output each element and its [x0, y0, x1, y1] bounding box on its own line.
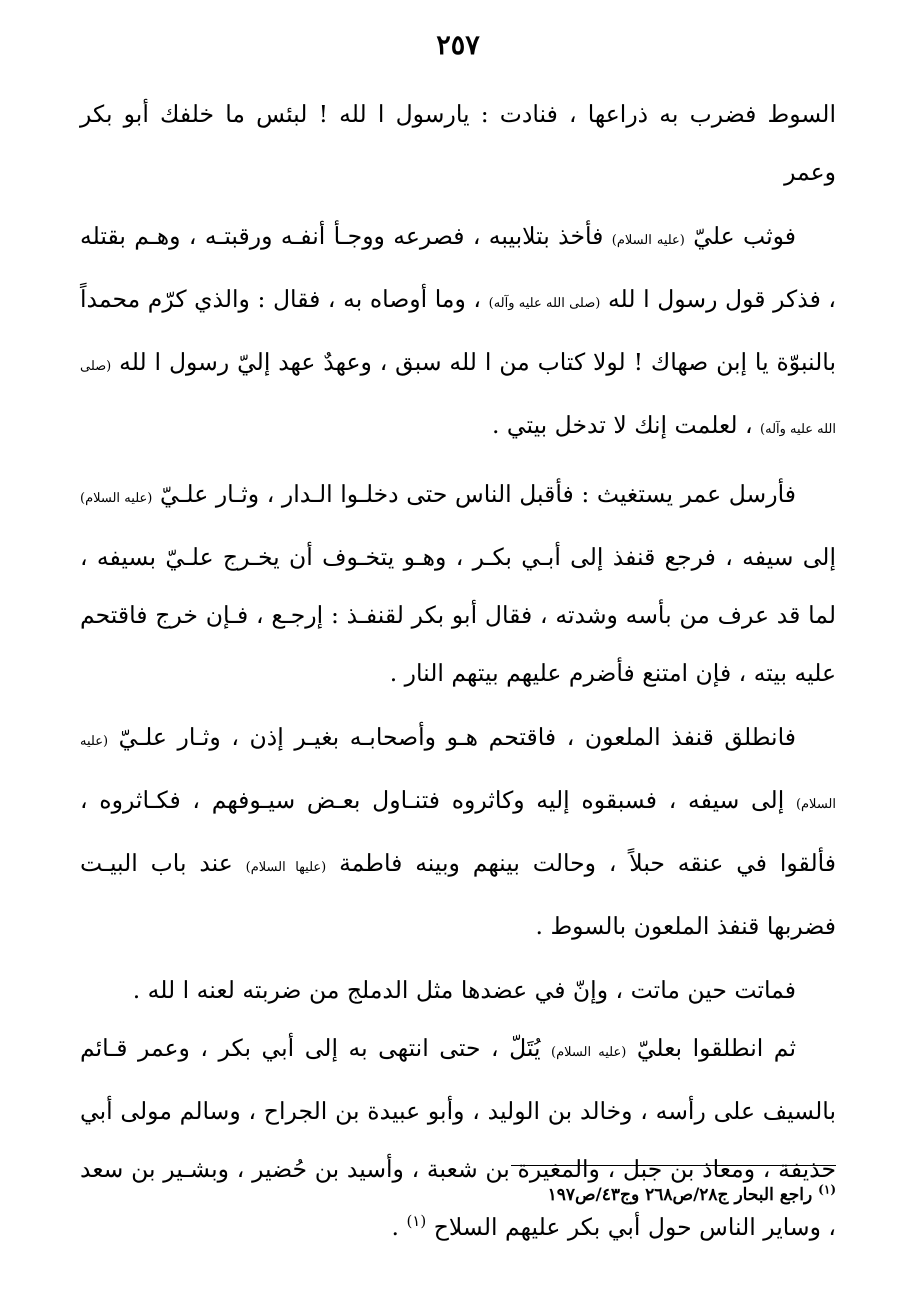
paragraph-text: ، وما أوصاه به ، فقال : والذي كرّم محمداً بالنبوّة يا إبن صهاك ! لولا كتاب من ا لله سبق ، وعهدٌ عهد إليّ رسول ا لله — [80, 285, 836, 376]
paragraph-text: عند باب البيـت فضربها قنفذ الملعون بالسوط . — [80, 849, 836, 940]
paragraph-text: فانطلق قنفذ الملعون ، فاقتحم هـو وأصحابـه بغيـر إذن ، وثـار علـيّ — [108, 723, 796, 751]
honorific-text: (صلى الله عليه وآله) — [488, 296, 601, 311]
paragraph-text: إلى سيفه ، فسبقوه إليه وكاثروه فتنـاول بعـض سيـوفهم ، فكـاثروه ، فألقوا في عنقه حبلاً ، وحالت بينهم وبينه فاطمة — [80, 786, 836, 877]
paragraph-text: فماتت حين ماتت ، وإنّ في عضدها مثل الدملج من ضربته لعنه ا لله . — [132, 976, 796, 1004]
paragraph-text: ، لعلمت إنك لا تدخل بيتي . — [491, 411, 761, 439]
paragraph-text: السوط فضرب به ذراعها ، فنادت : يارسول ا لله ! لبئس ما خلفك أبو بكر وعمر — [80, 100, 836, 186]
body-text — [80, 85, 836, 1256]
footnote-marker: (١) — [818, 1182, 836, 1197]
paragraph-text: فوثب عليّ — [684, 222, 796, 250]
footnote — [276, 1180, 836, 1210]
paragraph-text: إلى سيفه ، فرجع قنفذ إلى أبـي بكـر ، وهـو يتخـوف أن يخـرج علـيّ بسيفه ، لما قد عرف من بأسه وشدته ، فقال أبو بكر لقنفـذ : إرجـع ، فـإن خرج فاقتحم عليه بيته ، فإن امتنع فأضرم عليهم بيتهم النار . — [80, 543, 836, 687]
paragraph — [80, 1019, 836, 1256]
paragraph — [80, 85, 836, 201]
honorific-text: (عليه السلام) — [80, 491, 153, 506]
paragraph-text: فأخذ بتلابيبه ، فصرعه ووجـأ أنفـه ورقبتـه ، وهـم بقتله ، فذكر قول رسول ا لله — [80, 222, 836, 313]
paragraph-text: يُتَلّ ، حتى انتهى به إلى أبي بكر ، وعمر قـائم بالسيف على رأسه ، وخالد بن الوليد ، وأبو عبيدة بن الجراح ، وسالم مولى أبي حذيفة ، ومعاذ بن جبل ، والمغيرة بن شعبة ، وأسيد بن حُضير ، وبشـير بن سعد ، وساير الناس حول أبي بكر عليهم السلاح — [80, 1034, 836, 1241]
honorific-text: (عليها السلام) — [245, 860, 327, 875]
honorific-text: (عليه السلام) — [551, 1045, 627, 1060]
honorific-text: (عليه السلام) — [80, 734, 836, 812]
paragraph — [80, 961, 836, 1019]
paragraph — [80, 465, 836, 702]
paragraph — [80, 207, 836, 459]
paragraph-text: ثم انطلقوا بعليّ — [626, 1034, 796, 1062]
page-number: ٢٥٧ — [436, 30, 480, 61]
footnote-divider — [511, 1165, 836, 1166]
paragraph — [80, 708, 836, 955]
footnote-reference: (١) — [406, 1212, 427, 1231]
honorific-text: (عليه السلام) — [611, 233, 685, 248]
paragraph-text: فأرسل عمر يستغيث : فأقبل الناس حتى دخلـوا الـدار ، وثـار علـيّ — [152, 480, 796, 508]
paragraph-text: . — [391, 1213, 407, 1241]
honorific-text: (صلى الله عليه وآله) — [80, 359, 836, 437]
footnote-text: راجع البحار ج٢٨/ص٢٦٨ وج٤٣/ص١٩٧ — [547, 1185, 813, 1205]
